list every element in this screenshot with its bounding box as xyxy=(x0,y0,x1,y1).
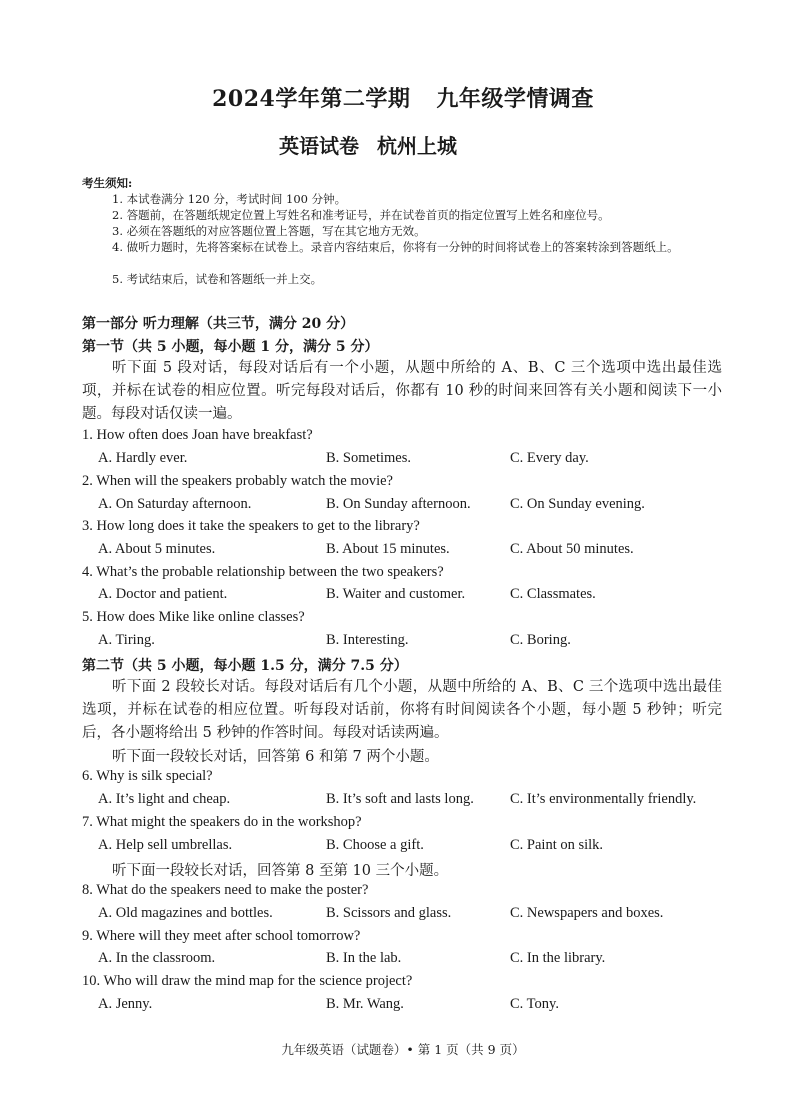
page-subtitle xyxy=(0,130,736,159)
q9-option-b: B. In the lab. xyxy=(326,950,402,966)
section2-heading: 第二节（共 5 小题，每小题 1.5 分，满分 7.5 分） xyxy=(82,658,408,674)
q4-option-a: A. Doctor and patient. xyxy=(98,586,228,602)
q3-option-c: C. About 50 minutes. xyxy=(510,541,634,557)
q9-option-a: A. In the classroom. xyxy=(98,950,216,966)
q5-option-c: C. Boring. xyxy=(510,632,571,648)
q10-option-a: A. Jenny. xyxy=(98,996,153,1012)
subtitle-subject: 英语试卷 xyxy=(279,134,359,158)
question-7: 7. What might the speakers do in the workshop? xyxy=(82,814,362,830)
subtitle-region: 杭州上城 xyxy=(377,134,457,158)
q1-option-b: B. Sometimes. xyxy=(326,450,411,466)
title-term: 2024学年第二学期 xyxy=(212,86,411,112)
notice-item-3: 3. 必须在答题纸的对应答题位置上答题，写在其它地方无效。 xyxy=(112,224,426,238)
page-title xyxy=(0,82,806,113)
q6-option-c: C. It’s environmentally friendly. xyxy=(510,791,697,807)
question-5: 5. How does Mike like online classes? xyxy=(82,609,305,625)
q7-option-b: B. Choose a gift. xyxy=(326,837,424,853)
q8-option-c: C. Newspapers and boxes. xyxy=(510,905,664,921)
question-8: 8. What do the speakers need to make the poster? xyxy=(82,882,369,898)
q6-option-a: A. It’s light and cheap. xyxy=(98,791,231,807)
notice-item-5: 5. 考试结束后，试卷和答题纸一并上交。 xyxy=(112,272,323,286)
notice-item-1: 1. 本试卷满分 120 分，考试时间 100 分钟。 xyxy=(112,192,347,206)
q2-option-b: B. On Sunday afternoon. xyxy=(326,496,471,512)
section2-note-q6-q7: 听下面一段较长对话，回答第 6 和第 7 两个小题。 xyxy=(112,749,439,765)
page-footer: 九年级英语（试题卷）• 第 1 页（共 9 页） xyxy=(281,1042,525,1057)
section1-instructions: 听下面 5 段对话，每段对话后有一个小题，从题中所给的 A、B、C 三个选项中选出最佳选项，并标在试卷的相应位置。听完每段对话后，你都有 10 秒的时间来回答有关小题和阅读下一小题。每段对话仅读一遍。 xyxy=(82,360,722,422)
q4-option-b: B. Waiter and customer. xyxy=(326,586,466,602)
title-exam-name: 九年级学情调查 xyxy=(436,86,594,112)
q10-option-c: C. Tony. xyxy=(510,996,559,1012)
q3-option-b: B. About 15 minutes. xyxy=(326,541,450,557)
q8-option-b: B. Scissors and glass. xyxy=(326,905,452,921)
q9-option-c: C. In the library. xyxy=(510,950,606,966)
q2-option-a: A. On Saturday afternoon. xyxy=(98,496,252,512)
question-1: 1. How often does Joan have breakfast? xyxy=(82,427,313,443)
q7-option-a: A. Help sell umbrellas. xyxy=(98,837,233,853)
section2-note-q8-q10: 听下面一段较长对话，回答第 8 至第 10 三个小题。 xyxy=(112,863,449,879)
question-3: 3. How long does it take the speakers to get to the library? xyxy=(82,518,420,534)
q3-option-a: A. About 5 minutes. xyxy=(98,541,216,557)
section1-heading: 第一节（共 5 小题，每小题 1 分，满分 5 分） xyxy=(82,339,379,355)
q6-option-b: B. It’s soft and lasts long. xyxy=(326,791,474,807)
notice-heading: 考生须知: xyxy=(82,176,133,190)
section2-instructions: 听下面 2 段较长对话。每段对话后有几个小题，从题中所给的 A、B、C 三个选项中选出最佳选项，并标在试卷的相应位置。听每段对话前，你将有时间阅读各个小题，每小题 5 秒钟；听完后，各小题将给出 5 秒钟的作答时间。每段对话读两遍。 xyxy=(82,679,722,741)
notice-item-4: 4. 做听力题时，先将答案标在试卷上。录音内容结束后，你将有一分钟的时间将试卷上的答案转涂到答题纸上。 xyxy=(112,240,679,254)
q4-option-c: C. Classmates. xyxy=(510,586,596,602)
q10-option-b: B. Mr. Wang. xyxy=(326,996,404,1012)
question-2: 2. When will the speakers probably watch the movie? xyxy=(82,473,393,489)
q8-option-a: A. Old magazines and bottles. xyxy=(98,905,273,921)
q7-option-c: C. Paint on silk. xyxy=(510,837,604,853)
q2-option-c: C. On Sunday evening. xyxy=(510,496,645,512)
q1-option-a: A. Hardly ever. xyxy=(98,450,188,466)
q1-option-c: C. Every day. xyxy=(510,450,589,466)
question-9: 9. Where will they meet after school tomorrow? xyxy=(82,928,361,944)
q5-option-b: B. Interesting. xyxy=(326,632,409,648)
question-6: 6. Why is silk special? xyxy=(82,768,213,784)
question-4: 4. What’s the probable relationship between the two speakers? xyxy=(82,564,444,580)
notice-item-2: 2. 答题前，在答题纸规定位置上写姓名和准考证号，并在试卷首页的指定位置写上姓名和座位号。 xyxy=(112,208,610,222)
q5-option-a: A. Tiring. xyxy=(98,632,155,648)
question-10: 10. Who will draw the mind map for the science project? xyxy=(82,973,413,989)
part1-heading: 第一部分 听力理解（共三节，满分 20 分） xyxy=(82,316,355,332)
